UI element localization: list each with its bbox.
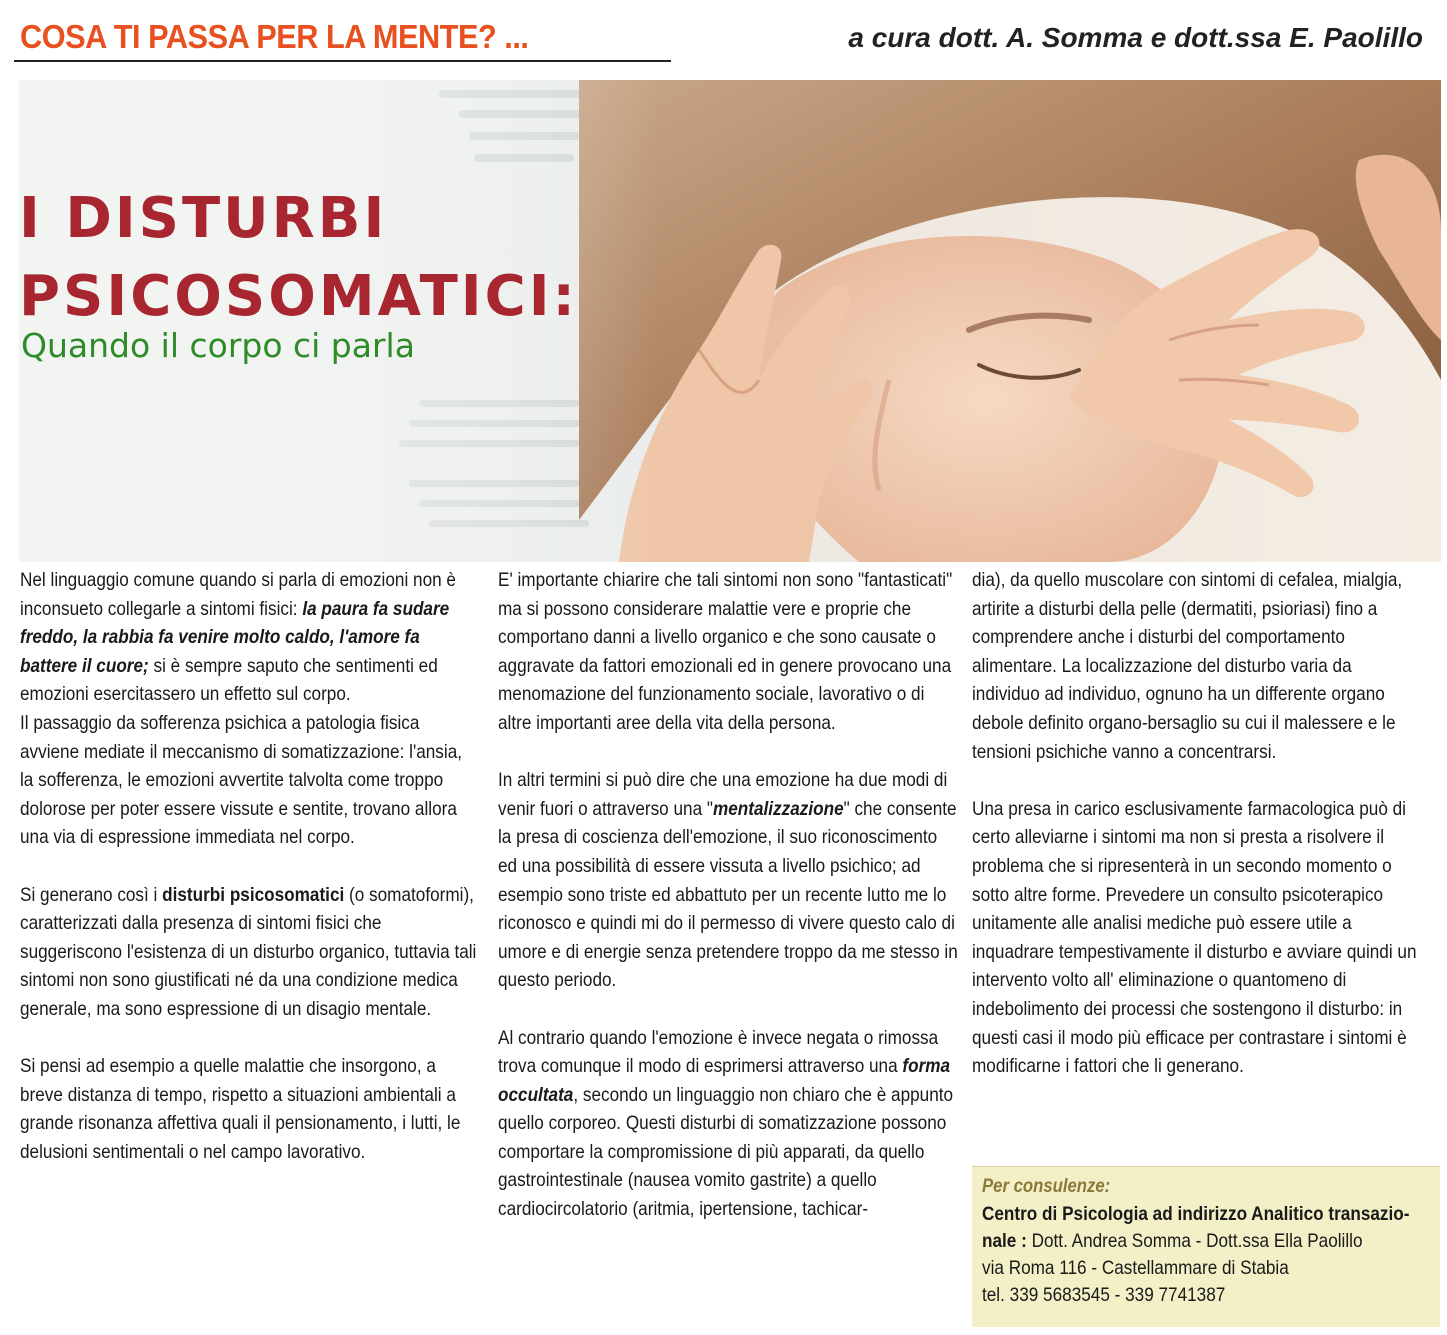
contact-phone: tel. 339 5683545 - 339 7741387	[982, 1284, 1226, 1306]
article-title-line-1: I DISTURBI	[19, 186, 388, 251]
section-header	[20, 18, 567, 56]
contact-heading: Per consulenze:	[982, 1176, 1111, 1197]
paragraph: In altri termini si può dire che una emozione ha due modi di venir fuori o attraverso una "mentalizzazione" che consente la presa di coscienza dell'emozione, il suo riconoscimento ed una possibilità di essere vissuta a livello psichico; ad esempio sono triste ed abbattuto per un recente lutto me lo riconosco e quindi mi do il permesso di vivere questo calo di umore e di energie senza pretendere troppo da me stesso in questo periodo.	[498, 769, 958, 992]
contact-center-name: Centro di Psicologia ad indirizzo Analitico transazio-	[982, 1203, 1410, 1225]
paragraph: E' importante chiarire che tali sintomi non sono "fantasticati" ma si possono considerare malattie vere e proprie che comportano danni a livello organico e che sono causate o aggravate da fattori emozionali ed in genere provocano una menomazione del funzionamento sociale, lavorativo o di altre importanti aree della vita della persona.	[498, 569, 953, 734]
emphasis-text: forma occultata	[498, 1055, 951, 1106]
article-title-line-2: PSICOSOMATICI:	[19, 264, 578, 329]
contact-box	[972, 1166, 1440, 1327]
emphasis-text: mentalizzazione	[712, 797, 844, 820]
paragraph: Al contrario quando l'emozione è invece negata o rimossa trova comunque il modo di esprimersi attraverso una forma occultata, secondo un linguaggio non chiaro che è appunto quello corporeo. Questi disturbi di somatizzazione possono comportare la compromissione di più apparati, da quello gastrointestinale (nausea vomito gastrite) a quello cardiocircolatorio (aritmia, ipertensione, tachicar-	[498, 1026, 954, 1221]
contact-address: via Roma 116 - Castellammare di Stabia	[982, 1257, 1289, 1279]
paragraph: Si generano così i disturbi psicosomatici (o somatoformi), caratterizzati dalla presenza di sintomi fisici che suggeriscono l'esistenza di un disturbo organico, tuttavia tali sintomi non sono giustificati né da una condizione medica generale, ma sono espressione di un disagio mentale.	[20, 883, 477, 1020]
paragraph: dia), da quello muscolare con sintomi di cefalea, mialgia, artirite a disturbi della pelle (dermatiti, psioriasi) fino a comprendere anche i disturbi del comportamento alimentare. La localizzazione del disturbo varia da individuo ad individuo, ognuno ha un differente organo debole definito organo-bersaglio su cui il malessere e le tensioni psichiche vanno a concentrarsi.	[972, 569, 1403, 763]
article-subtitle: Quando il corpo ci parla	[21, 326, 415, 365]
paragraph: Una presa in carico esclusivamente farmacologica può di certo alleviarne i sintomi ma non si presta a risolvere il problema che si ripresenterà in un secondo momento o sotto altre forme. Prevedere un consulto psicoterapico unitamente alle analisi mediche può essere utile a inquadrare tempestivamente il disturbo e avviare quindi un intervento volto all' eliminazione o quantomeno di indebolimento dei processi che sostengono il disturbo: in questi casi il modo più efficace per contrastare i sintomi è modificarne i fattori che li generano.	[972, 797, 1417, 1078]
hero-image-area	[19, 80, 1441, 562]
article-column-2	[498, 566, 960, 1224]
paragraph: Nel linguaggio comune quando si parla di emozioni non è inconsueto collegarle a sintomi fisici: la paura fa sudare freddo, la rabbia fa venire molto caldo, l'amore fa battere il cuore; si è sempre saputo che sentimenti ed emozioni esercitassero un effetto sul corpo. Il passaggio da sofferenza psichica a patologia fisica avviene mediate il meccanismo di somatizzazione: l'ansia, la sofferenza, le emozioni avvertite talvolta come troppo dolorose per poter essere vissute e sentite, trovano allora una via di espressione immediata nel corpo.	[20, 569, 463, 849]
article-column-1	[20, 566, 478, 1166]
header-divider	[14, 60, 671, 62]
paragraph: Si pensi ad esempio a quelle malattie che insorgono, a breve distanza di tempo, rispetto a situazioni ambientali a grande risonanza affettiva quali il pensionamento, i lutti, le delusioni sentimentali o nel campo lavorativo.	[20, 1055, 461, 1163]
bold-term: disturbi psicosomatici	[162, 883, 345, 906]
emphasis-text: la paura fa sudare freddo, la rabbia fa venire molto caldo, l'amore fa battere il cuore;	[20, 597, 450, 677]
section-title: COSA TI PASSA PER LA MENTE? ...	[20, 18, 529, 55]
contact-doctors: nale : Dott. Andrea Somma - Dott.ssa Ella Paolillo	[982, 1230, 1363, 1252]
article-column-3	[972, 566, 1424, 1081]
article-title	[19, 180, 578, 336]
article-authors: a cura dott. A. Somma e dott.ssa E. Paolillo	[848, 22, 1423, 53]
